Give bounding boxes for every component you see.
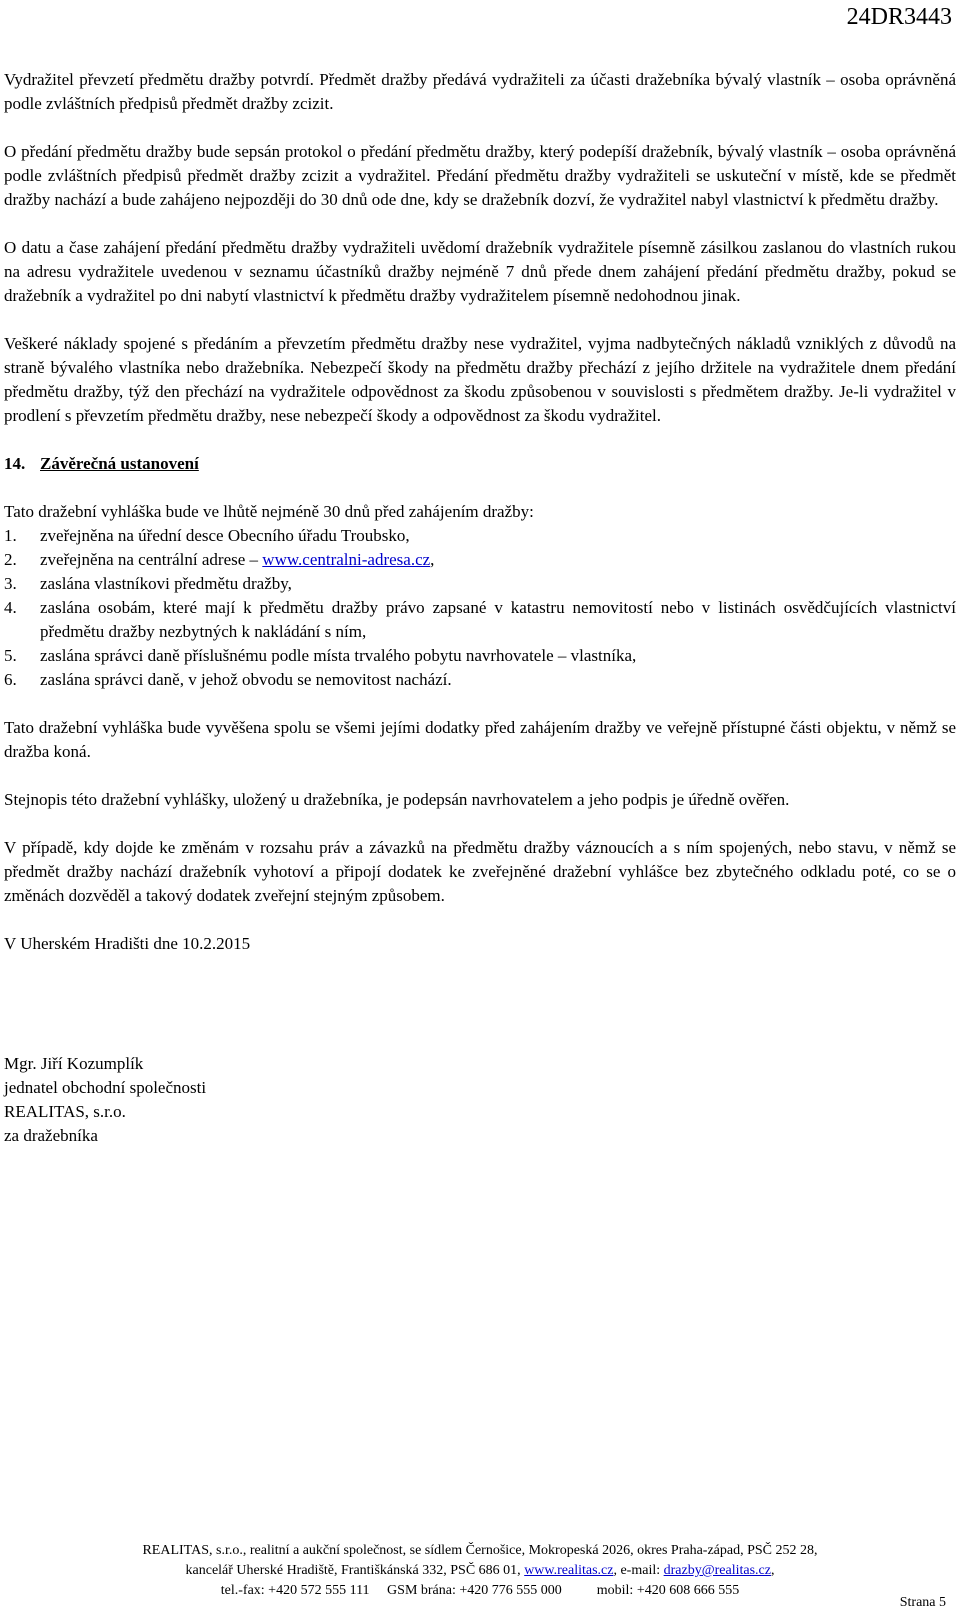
- publication-list: [4, 524, 956, 692]
- list-item: [4, 572, 956, 596]
- footer-email-label: , e-mail:: [613, 1563, 664, 1578]
- page-number: Strana 5: [899, 1595, 946, 1610]
- list-item: [4, 548, 956, 572]
- website-link[interactable]: www.realitas.cz: [524, 1563, 614, 1578]
- list-number: 1.: [4, 526, 17, 545]
- central-address-link[interactable]: www.centralni-adresa.cz: [262, 550, 431, 569]
- publication-intro: Tato dražební vyhláška bude ve lhůtě nejméně 30 dnů před zahájením dražby:: [4, 502, 534, 521]
- section-title: Závěrečná ustanovení: [40, 454, 199, 473]
- section-number: 14.: [4, 454, 26, 473]
- signatory-capacity: za dražebníka: [4, 1126, 98, 1145]
- signatory-name: Mgr. Jiří Kozumplík: [4, 1054, 144, 1073]
- signatory-role: jednatel obchodní společnosti: [4, 1078, 207, 1097]
- list-text: zaslána správci daně příslušnému podle místa trvalého pobytu navrhovatele – vlastníka,: [40, 646, 637, 665]
- footer-line-office: [0, 1561, 960, 1581]
- list-text: zaslána správci daně, v jehož obvodu se nemovitost nachází.: [40, 670, 452, 689]
- email-link[interactable]: drazby@realitas.cz: [663, 1563, 771, 1578]
- paragraph-posting: Tato dražební vyhláška bude vyvěšena spolu se všemi jejími dodatky před zahájením dražby ve veřejně přístupné části objektu, v němž se dražba koná.: [4, 718, 956, 761]
- list-number: 2.: [4, 550, 17, 569]
- section-heading: [4, 452, 956, 476]
- list-text: zveřejněna na centrální adrese –: [40, 550, 263, 569]
- document-id: 24DR3443: [846, 4, 952, 30]
- footer-line-phones: tel.-fax: +420 572 555 111 GSM brána: +420 776 555 000 mobil: +420 608 666 555: [220, 1583, 740, 1598]
- list-number: 6.: [4, 670, 17, 689]
- list-number: 4.: [4, 598, 17, 617]
- list-text: zaslána osobám, které mají k předmětu dražby právo zapsané v katastru nemovitostí nebo v listinách osvědčujících vlastnictví předmětu dražby nezbytných k nakládání s ním,: [40, 598, 956, 641]
- page-footer: [0, 1541, 960, 1601]
- paragraph-costs-risk: Veškeré náklady spojené s předáním a převzetím předmětu dražby nese vydražitel, vyjma nadbytečných nákladů vzniklých z důvodů na straně bývalého vlastníka nebo dražebníka. Nebezpečí škody na předmětu dražby přechází z jejího držitele na vydražitele dnem předání předmětu dražby, týž den přechází na vydražitele odpovědnost za škodu způsobenou v souvislosti s předmětem dražby. Je-li vydražitel v prodlení s převzetím předmětu dražby, nese nebezpečí škody a odpovědnost za škodu vydražitel.: [4, 334, 956, 425]
- list-text: zveřejněna na úřední desce Obecního úřadu Troubsko,: [40, 526, 410, 545]
- paragraph-handover-protocol: O předání předmětu dražby bude sepsán protokol o předání předmětu dražby, který podepíší dražebník, bývalý vlastník – osoba oprávněná podle zvláštních předpisů předmět dražby zcizit a vydražitel. Předání předmětu dražby vydražiteli se uskuteční v místě, kde se předmět dražby nachází a bude zahájeno nejpozději do 30 dnů ode dne, kdy se dražebník dozví, že vydražitel nabyl vlastnictví k předmětu dražby.: [4, 142, 956, 209]
- list-text: zaslána vlastníkovi předmětu dražby,: [40, 574, 292, 593]
- footer-line-company: REALITAS, s.r.o., realitní a aukční společnost, se sídlem Černošice, Mokropeská 2026, okres Praha-západ, PSČ 252 28,: [142, 1543, 818, 1558]
- list-number: 5.: [4, 646, 17, 665]
- list-item: [4, 644, 956, 668]
- paragraph-handover-confirmation: Vydražitel převzetí předmětu dražby potvrdí. Předmět dražby předává vydražiteli za účasti dražebníka bývalý vlastník – osoba oprávněná podle zvláštních předpisů předmět dražby zcizit.: [4, 70, 956, 113]
- document-body: [4, 68, 956, 1148]
- list-item: [4, 596, 956, 644]
- signatory-company: REALITAS, s.r.o.: [4, 1102, 126, 1121]
- paragraph-handover-date: O datu a čase zahájení předání předmětu dražby vydražiteli uvědomí dražebník vydražitele písemně zásilkou zaslanou do vlastních rukou na adresu vydražitele uvedenou v seznamu účastníků dražby nejméně 7 dnů přede dnem zahájení předání předmětu dražby, pokud se dražebník a vydražitel po dni nabytí vlastnictví k předmětu dražby vydražitelem písemně nedohodnou jinak.: [4, 238, 956, 305]
- list-text-tail: ,: [430, 550, 435, 569]
- paragraph-amendments: V případě, kdy dojde ke změnám v rozsahu práv a závazků na předmětu dražby váznoucích a s ním spojených, nebo stavu, v němž se předmět dražby nachází dražebník vyhotoví a připojí dodatek ke zveřejněné dražební vyhlášce bez zbytečného odkladu poté, co se o změnách dozvěděl a takový dodatek zveřejní stejným způsobem.: [4, 838, 956, 905]
- list-item: [4, 524, 956, 548]
- footer-office-text: kancelář Uherské Hradiště, Františkánská 332, PSČ 686 01,: [185, 1563, 525, 1578]
- paragraph-copy-signed: Stejnopis této dražební vyhlášky, uložený u dražebníka, je podepsán navrhovatelem a jeho podpis je úředně ověřen.: [4, 790, 790, 809]
- list-item: [4, 668, 956, 692]
- signature-block: [4, 1052, 956, 1148]
- footer-office-tail: ,: [770, 1563, 775, 1578]
- place-date: V Uherském Hradišti dne 10.2.2015: [4, 934, 251, 953]
- list-number: 3.: [4, 574, 17, 593]
